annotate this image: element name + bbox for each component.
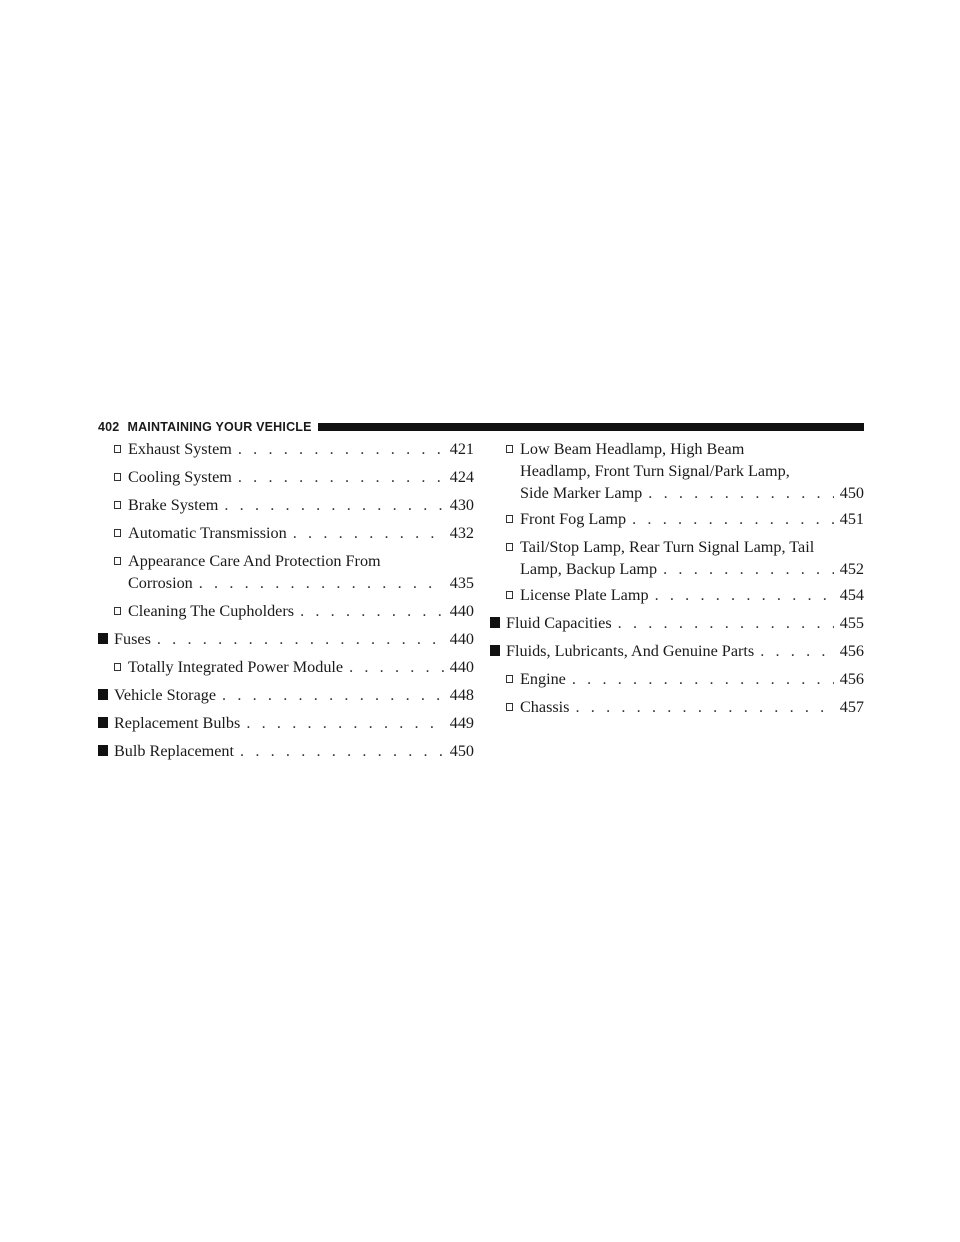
toc-entry-line	[128, 438, 474, 460]
hollow-box-bullet-icon	[114, 501, 121, 509]
toc-subsection-entry	[98, 656, 474, 678]
toc-entry-title: License Plate Lamp	[520, 586, 649, 604]
leader-dots	[222, 684, 444, 706]
toc-entry-title: Bulb Replacement	[114, 742, 235, 760]
page-number: 402	[98, 420, 120, 434]
toc-entry-title: Tail/Stop Lamp, Rear Turn Signal Lamp, Tail	[520, 538, 815, 556]
toc-page-number: 432	[449, 524, 474, 542]
leader-dots	[655, 584, 834, 606]
toc-page-number: 448	[449, 686, 474, 704]
toc-entry-title: Vehicle Storage	[114, 686, 217, 704]
toc-page-number: 430	[449, 496, 474, 514]
leader-dots	[293, 522, 444, 544]
hollow-box-bullet-icon	[506, 445, 513, 453]
bullet-marker	[114, 494, 130, 516]
toc-entry-title: Engine	[520, 670, 566, 688]
bullet-marker	[114, 438, 130, 460]
toc-page-number: 451	[839, 510, 864, 528]
toc-page-number: 456	[839, 670, 864, 688]
toc-entry-line	[520, 536, 864, 558]
hollow-box-bullet-icon	[506, 703, 513, 711]
toc-page-number: 450	[449, 742, 474, 760]
filled-square-bullet-icon	[98, 717, 108, 728]
toc-subsection-entry	[490, 438, 864, 504]
bullet-marker	[506, 584, 522, 606]
leader-dots	[632, 508, 834, 530]
hollow-box-bullet-icon	[506, 675, 513, 683]
toc-subsection-entry	[98, 600, 474, 622]
filled-square-bullet-icon	[98, 745, 108, 756]
bullet-marker	[98, 684, 114, 706]
leader-dots	[238, 466, 444, 488]
hollow-box-bullet-icon	[506, 515, 513, 523]
leader-dots	[238, 438, 444, 460]
toc-section-entry	[98, 712, 474, 734]
toc-page-number: 456	[839, 642, 864, 660]
toc-entry-title: Lamp, Backup Lamp	[520, 560, 658, 578]
toc-entry-line	[128, 600, 474, 622]
toc-entry-line	[520, 696, 864, 718]
toc-entry-line	[128, 550, 474, 572]
toc-entry-line	[506, 612, 864, 634]
hollow-box-bullet-icon	[506, 543, 513, 551]
toc-subsection-entry	[98, 494, 474, 516]
toc-entry-title: Front Fog Lamp	[520, 510, 627, 528]
toc-section-entry	[98, 684, 474, 706]
hollow-box-bullet-icon	[114, 473, 121, 481]
toc-page-number: 449	[449, 714, 474, 732]
leader-dots	[663, 558, 834, 580]
page-header	[98, 418, 864, 436]
toc-entry-line	[520, 508, 864, 530]
filled-square-bullet-icon	[98, 689, 108, 700]
leader-dots	[572, 668, 834, 690]
leader-dots	[240, 740, 444, 762]
toc-entry-title: Low Beam Headlamp, High Beam	[520, 440, 745, 458]
toc-entry-title: Cleaning The Cupholders	[128, 602, 295, 620]
leader-dots	[648, 482, 833, 504]
filled-square-bullet-icon	[490, 617, 500, 628]
toc-page-number: 440	[449, 602, 474, 620]
hollow-box-bullet-icon	[114, 607, 121, 615]
toc-entry-line	[128, 494, 474, 516]
toc-subsection-entry	[490, 668, 864, 690]
toc-entry-title: Totally Integrated Power Module	[128, 658, 344, 676]
filled-square-bullet-icon	[98, 633, 108, 644]
bullet-marker	[114, 550, 130, 572]
toc-subsection-entry	[98, 466, 474, 488]
leader-dots	[224, 494, 443, 516]
bullet-marker	[98, 628, 114, 650]
toc-subsection-entry	[490, 508, 864, 530]
toc-section-entry	[98, 740, 474, 762]
toc-page-number: 450	[839, 484, 864, 502]
toc-entry-title: Chassis	[520, 698, 570, 716]
toc-entry-title: Exhaust System	[128, 440, 232, 458]
toc-entry-title: Corrosion	[128, 574, 193, 592]
leader-dots	[199, 572, 444, 594]
toc-page-number: 454	[839, 586, 864, 604]
toc-subsection-entry	[98, 438, 474, 460]
toc-subsection-entry	[98, 522, 474, 544]
toc-entry-title: Automatic Transmission	[128, 524, 287, 542]
toc-subsection-entry	[490, 696, 864, 718]
section-title: MAINTAINING YOUR VEHICLE	[127, 420, 312, 434]
bullet-marker	[98, 740, 114, 762]
bullet-marker	[506, 438, 522, 460]
bullet-marker	[114, 600, 130, 622]
toc-entry-line	[114, 628, 474, 650]
bullet-marker	[506, 536, 522, 558]
toc-entry-title: Headlamp, Front Turn Signal/Park Lamp,	[520, 462, 790, 480]
toc-entry-line	[128, 656, 474, 678]
toc-entry-line	[520, 482, 864, 504]
bullet-marker	[490, 612, 506, 634]
leader-dots	[300, 600, 444, 622]
toc-page-number: 452	[839, 560, 864, 578]
toc-entry-title: Cooling System	[128, 468, 232, 486]
toc-section-entry	[490, 612, 864, 634]
toc-subsection-entry	[490, 584, 864, 606]
hollow-box-bullet-icon	[506, 591, 513, 599]
toc-entry-line	[506, 640, 864, 662]
toc-section-entry	[98, 628, 474, 650]
toc-entry-line	[128, 466, 474, 488]
toc-entry-line	[114, 740, 474, 762]
bullet-marker	[114, 466, 130, 488]
hollow-box-bullet-icon	[114, 663, 121, 671]
toc-entry-title: Brake System	[128, 496, 219, 514]
toc-entry-line	[520, 438, 864, 460]
toc-subsection-entry	[490, 536, 864, 580]
bullet-marker	[114, 656, 130, 678]
bullet-marker	[98, 712, 114, 734]
toc-page-number: 440	[449, 658, 474, 676]
toc-entry-title: Fluids, Lubricants, And Genuine Parts	[506, 642, 755, 660]
leader-dots	[760, 640, 834, 662]
toc-entry-line	[114, 684, 474, 706]
toc-entry-line	[520, 584, 864, 606]
toc-page-number: 457	[839, 698, 864, 716]
filled-square-bullet-icon	[490, 645, 500, 656]
hollow-box-bullet-icon	[114, 445, 121, 453]
toc-entry-line	[520, 668, 864, 690]
toc-page-number: 435	[449, 574, 474, 592]
bullet-marker	[506, 668, 522, 690]
leader-dots	[618, 612, 834, 634]
toc-entry-line	[520, 460, 864, 482]
toc-page-number: 440	[449, 630, 474, 648]
hollow-box-bullet-icon	[114, 529, 121, 537]
toc-entry-title: Side Marker Lamp	[520, 484, 643, 502]
toc-entry-title: Fluid Capacities	[506, 614, 612, 632]
toc-entry-title: Appearance Care And Protection From	[128, 552, 381, 570]
toc-page-number: 421	[449, 440, 474, 458]
toc-entry-line	[520, 558, 864, 580]
leader-dots	[246, 712, 443, 734]
leader-dots	[575, 696, 833, 718]
bullet-marker	[506, 696, 522, 718]
header-rule	[318, 423, 864, 431]
leader-dots	[349, 656, 444, 678]
hollow-box-bullet-icon	[114, 557, 121, 565]
toc-entry-line	[128, 572, 474, 594]
toc-page-number: 455	[839, 614, 864, 632]
bullet-marker	[506, 508, 522, 530]
toc-entry-line	[128, 522, 474, 544]
toc-section-entry	[490, 640, 864, 662]
bullet-marker	[114, 522, 130, 544]
toc-page-number: 424	[449, 468, 474, 486]
toc-entry-line	[114, 712, 474, 734]
toc-entry-title: Replacement Bulbs	[114, 714, 241, 732]
bullet-marker	[490, 640, 506, 662]
toc-subsection-entry	[98, 550, 474, 594]
leader-dots	[157, 628, 444, 650]
toc-entry-title: Fuses	[114, 630, 151, 648]
